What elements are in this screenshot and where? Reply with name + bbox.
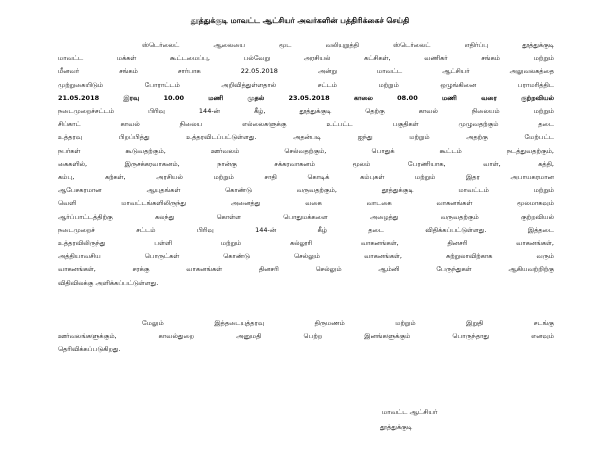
paragraph-1-line-11: கம்பு, கற்கள், அரசியல் மற்றும் சாதி கொடிக் கம்புகள் மற்றும் இதர அபாயகரமான	[58, 173, 554, 181]
paragraph-1-line-18: வாகனங்கள், சரக்கு வாகனங்கள் தினசரி செல்லும் ஆம்னி பேருந்துகள் ஆகியவற்றிற்கு	[58, 265, 554, 273]
paragraph-1-line-10: கைகளில், இருசக்கரவாகனம், நான்கு சக்கரவாகனம் மூலம் பேரணியாக, வாள், கத்தி,	[58, 160, 554, 168]
paragraph-1-line-14: ஆர்ப்பாட்டத்திற்கு கலந்து கொள்ள பொதுமக்களை அழைத்து வருவதற்கும் குற்றவியல்	[58, 213, 554, 221]
paragraph-1-line-1: ஸ்டெர்லைட் ஆலையை மூட வலியுறுத்தி ஸ்டெர்லைட் எதிர்ப்பு தூத்துக்குடி	[142, 41, 554, 49]
paragraph-1-line-12: ஆபேசகரமான ஆயுதங்கள் கொண்டு வருவதற்கும், தூத்துக்குடி மாவட்டம் மற்றும்	[58, 186, 554, 194]
paragraph-2-line-2: ஊர்வலங்களுக்கும், காவல்துறை அனுமதி பெற்ற இனங்களுக்கும் பொருந்தாது எனவும்	[58, 332, 554, 340]
paragraph-1-line-13: வெளி மாவட்டங்களிலிருந்து அனைத்து வகை வாடகை வாகனங்கள் மூலமாகவும்	[58, 199, 554, 207]
document-title: தூத்துக்குடி மாவட்ட ஆட்சியர் அவர்களின் பத்திரிக்கைச் செய்தி	[190, 16, 410, 25]
paragraph-2-line-1: மேலும் இத்தடையுத்தரவு திருமணம் மற்றும் இறுதி சடங்கு	[142, 319, 554, 327]
paragraph-1-line-9: நபர்கள் கூடுவதற்கும், ஊர்வலம் செல்வதற்கும், பொதுக் கூட்டம் நடத்துவதற்கும்,	[58, 147, 554, 155]
paragraph-1-line-16: உத்தரவிலிருந்து பள்ளி மற்றும் கல்லூரி வாகனங்கள், தினசரி வாகனங்கள்,	[58, 239, 554, 247]
paragraph-2-line-3: தெரிவிக்கப்படுகிறது.	[58, 345, 121, 353]
paragraph-1-line-17: அத்தியாவசிய பொருட்கள் கொண்டு செல்லும் வாகனங்கள், சுற்றுலாவிற்காக வரும்	[58, 252, 554, 260]
paragraph-1-line-3: மீனவர் சங்கம் சார்பாக 22.05.2018 அன்று மாவட்ட ஆட்சியர் அலுவலகத்தை	[58, 67, 554, 75]
signature-designation: மாவட்ட ஆட்சியர்	[382, 408, 438, 416]
paragraph-1-line-8: உத்தரவு பிறப்பித்து உத்தரவிடப்பட்டுள்ளது. அதன்படி ஐந்து மற்றும் அதற்கு மேற்பட்ட	[58, 133, 554, 141]
paragraph-1-line-5: 21.05.2018 இரவு 10.00 மணி முதல் 23.05.2018 காலை 08.00 மணி வரை குற்றவியல்	[58, 94, 554, 102]
paragraph-1-line-4: முற்றுகையிடும் போராட்டம் அறிவித்துள்ளதால் சட்டம் மற்றும் ஒழுங்கினை பராமரித்திட	[58, 81, 554, 89]
paragraph-1-line-19: விதிவிலக்கு அளிக்கப்பட்டுள்ளது.	[58, 279, 159, 287]
paragraph-1-line-6: நடைமுறைச்சட்டம் பிரிவு 144-ன் கீழ், தூத்துக்குடி தெற்கு காவல் நிலையம் மற்றும்	[58, 107, 554, 115]
paragraph-1-line-15: நடைமுறைச் சட்டம் பிரிவு 144-ன் கீழ் தடை விதிக்கப்பட்டுள்ளது. இத்தடை	[58, 226, 554, 234]
paragraph-1-line-2: மாவட்ட மக்கள் கூட்டமைப்பு, பல்வேறு அரசியல் கட்சிகள், வணிகர் சங்கம் மற்றும்	[58, 54, 554, 62]
paragraph-1-line-7: சிப்காட் காவல் நிலைய எல்லைகளுக்கு உட்பட்ட பகுதிகள் முழுவதற்கும் தடை	[58, 120, 554, 128]
signature-place: தூத்துக்குடி	[380, 423, 413, 431]
